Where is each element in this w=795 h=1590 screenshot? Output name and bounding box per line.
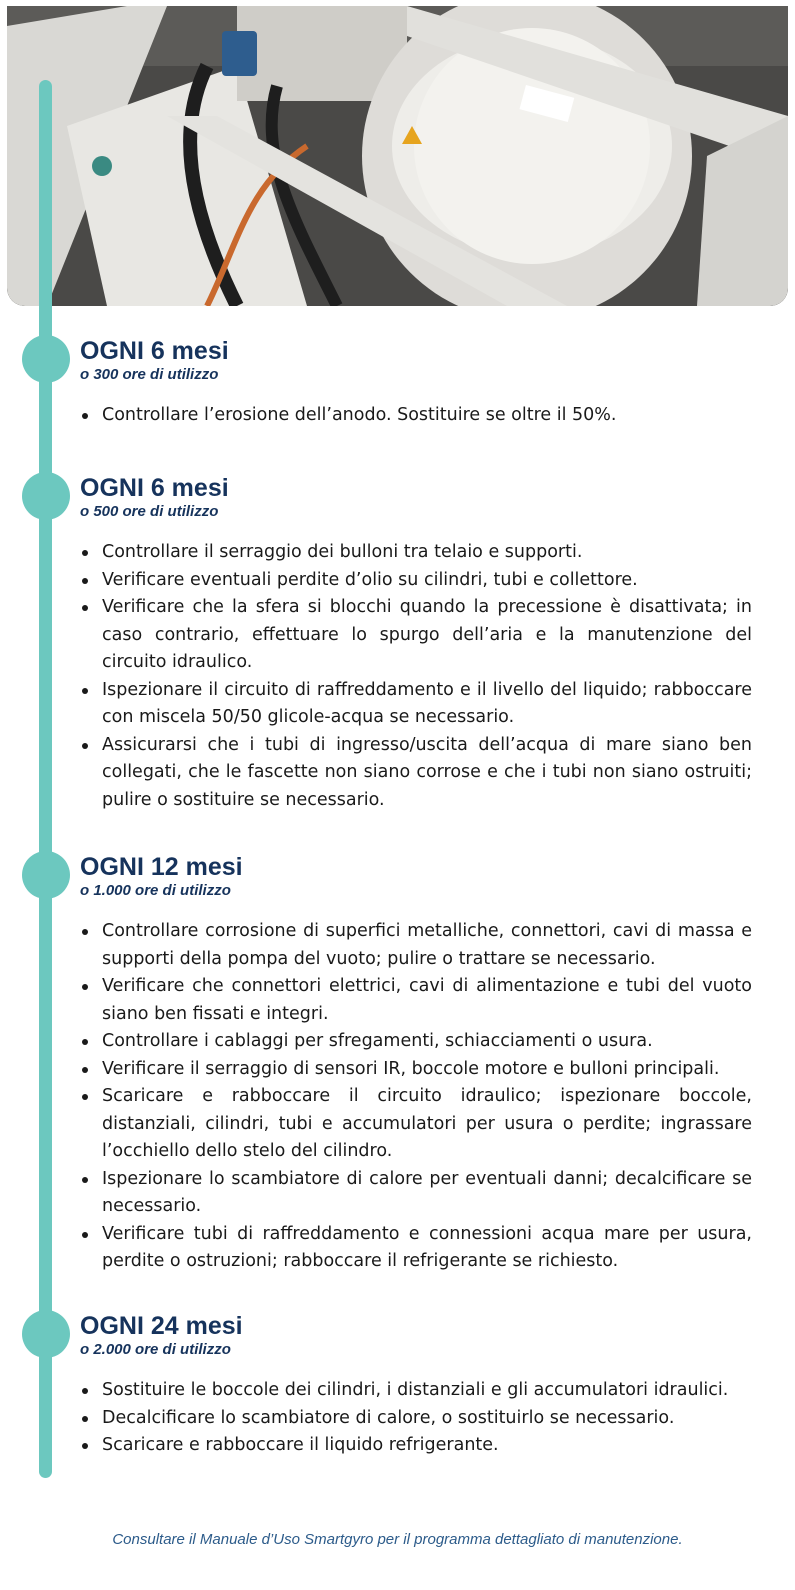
list-item: Sostituire le boccole dei cilindri, i distanziali e gli accumulatori idraulici. (80, 1377, 752, 1405)
list-item: Controllare corrosione di superfici metalliche, connettori, cavi di massa e supporti della pompa del vuoto; pulire o trattare se necessario. (80, 918, 752, 973)
section-title: OGNI 6 mesi (80, 337, 229, 365)
maintenance-section-4 (80, 1311, 752, 1460)
list-item: Scaricare e rabboccare il liquido refrigerante. (80, 1432, 752, 1460)
list-item: Verificare tubi di raffreddamento e connessioni acqua mare per usura, perdite o ostruzioni; rabboccare il refrigerante se richiesto. (80, 1221, 752, 1276)
list-item: Verificare che la sfera si blocchi quando la precessione è disattivata; in caso contrario, effettuare lo spurgo dell’aria e la manutenzione del circuito idraulico. (80, 594, 752, 677)
list-item: Controllare i cablaggi per sfregamenti, schiacciamenti o usura. (80, 1028, 752, 1056)
list-item: Decalcificare lo scambiatore di calore, o sostituirlo se necessario. (80, 1405, 752, 1433)
footer-note: Consultare il Manuale d’Uso Smartgyro per il programma dettagliato di manutenzione. (112, 1531, 683, 1548)
list-item: Verificare eventuali perdite d’olio su cilindri, tubi e collettore. (80, 567, 752, 595)
section-subtitle: o 300 ore di utilizzo (80, 366, 219, 383)
list-item: Ispezionare il circuito di raffreddamento e il livello del liquido; rabboccare con miscela 50/50 glicole-acqua se necessario. (80, 677, 752, 732)
section-title: OGNI 12 mesi (80, 853, 243, 881)
maintenance-section-2 (80, 473, 752, 814)
maintenance-section-1 (80, 336, 752, 430)
task-list (80, 918, 752, 1276)
task-list (80, 1377, 752, 1460)
timeline-dot-4 (22, 1310, 70, 1358)
section-subtitle: o 1.000 ore di utilizzo (80, 882, 231, 899)
list-item: Controllare l’erosione dell’anodo. Sostituire se oltre il 50%. (80, 402, 752, 430)
timeline-dot-3 (22, 851, 70, 899)
header-photo-gyro-unit (7, 6, 788, 306)
task-list (80, 539, 752, 814)
section-subtitle: o 500 ore di utilizzo (80, 503, 219, 520)
list-item: Scaricare e rabboccare il circuito idraulico; ispezionare boccole, distanziali, cilindri, tubi e accumulatori per usura o perdite; ingrassare l’occhiello dello stelo del cilindro. (80, 1083, 752, 1166)
list-item: Controllare il serraggio dei bulloni tra telaio e supporti. (80, 539, 752, 567)
section-title: OGNI 6 mesi (80, 474, 229, 502)
section-subtitle: o 2.000 ore di utilizzo (80, 1341, 231, 1358)
list-item: Assicurarsi che i tubi di ingresso/uscita dell’acqua di mare siano ben collegati, che le fascette non siano corrose e che i tubi non siano ostruiti; pulire o sostituire se necessario. (80, 732, 752, 815)
section-title: OGNI 24 mesi (80, 1312, 243, 1340)
maintenance-section-3 (80, 852, 752, 1276)
timeline-bar (39, 80, 52, 1478)
list-item: Verificare che connettori elettrici, cavi di alimentazione e tubi del vuoto siano ben fissati e integri. (80, 973, 752, 1028)
timeline-dot-1 (22, 335, 70, 383)
timeline-dot-2 (22, 472, 70, 520)
list-item: Ispezionare lo scambiatore di calore per eventuali danni; decalcificare se necessario. (80, 1166, 752, 1221)
list-item: Verificare il serraggio di sensori IR, boccole motore e bulloni principali. (80, 1056, 752, 1084)
task-list (80, 402, 752, 430)
